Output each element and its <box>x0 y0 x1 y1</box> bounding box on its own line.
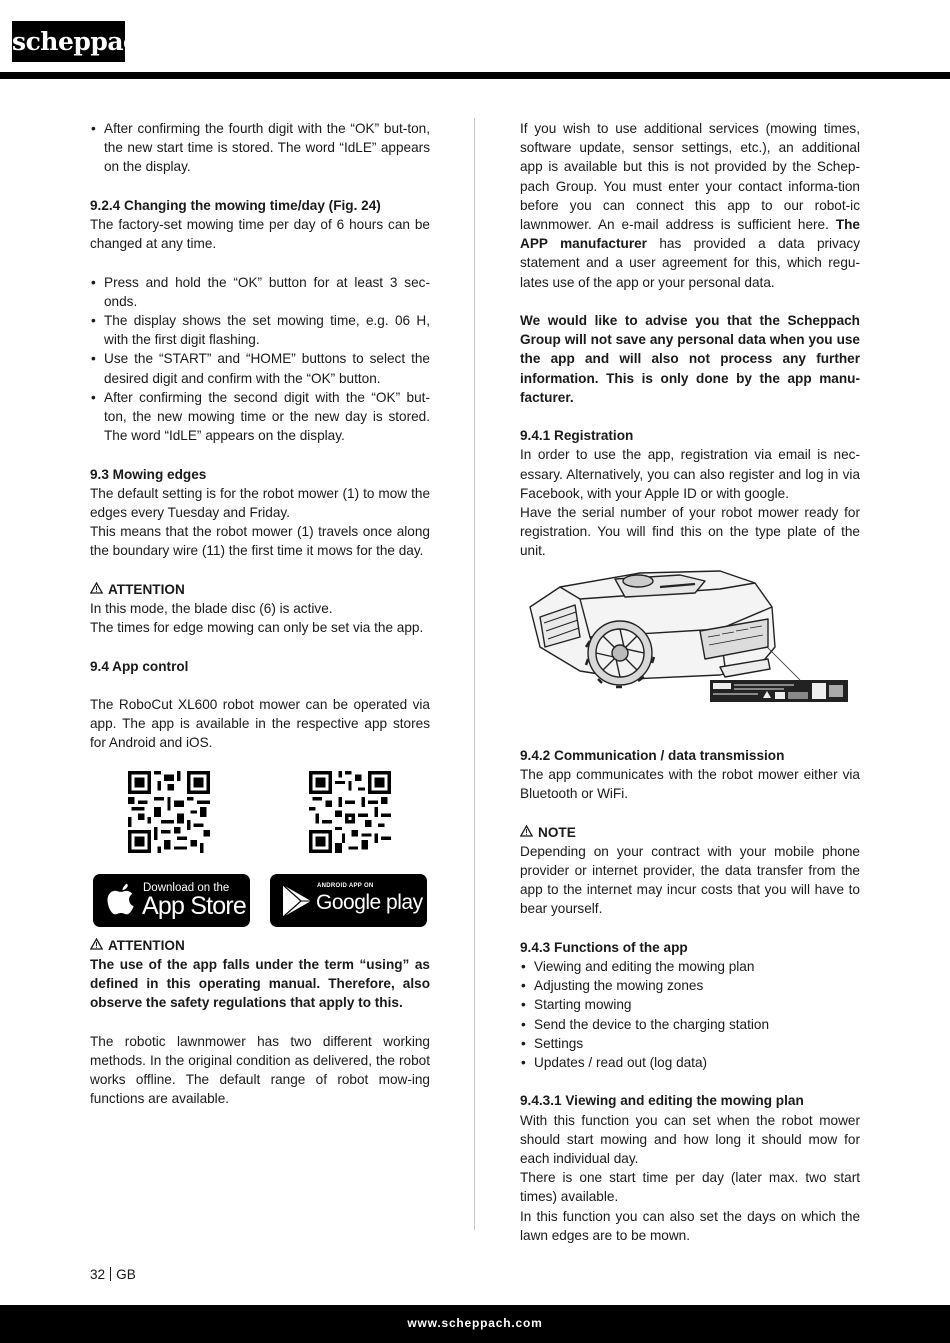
bullet-list-app-functions <box>520 957 860 1072</box>
bullet-list-start-time <box>90 119 430 177</box>
attention-label: ATTENTION <box>108 937 185 953</box>
robot-mower-icon <box>520 567 860 717</box>
paragraph-bold-text: The APP manufacturer <box>520 217 860 252</box>
paragraph: In this function you can also set the days on which the lawn edges are to be mown. <box>520 1208 860 1243</box>
note-heading <box>520 823 860 842</box>
warning-triangle-icon <box>520 823 533 842</box>
app-store-badge[interactable] <box>93 874 250 927</box>
app-store-big-text: App Store <box>142 891 246 920</box>
right-column <box>520 119 860 1245</box>
robot-mower-illustration <box>520 567 860 717</box>
list-item: • After confirming the fourth digit with the “OK” but-ton, the new start time is stored. The word “IdLE” appears on the display. <box>90 119 430 177</box>
list-item: • Adjusting the mowing zones <box>520 976 860 995</box>
warning-triangle-icon <box>90 580 103 599</box>
paragraph-text: If you wish to use additional services (mowing times, software update, sensor settings, etc.), an additional app is available but this is not provided by the Schep-pach Group. You must enter your contact informa-tion before you can connect this app to our robot-ic lawnmower. An e-mail address is sufficient here. <box>520 121 860 233</box>
page-number <box>90 1265 136 1284</box>
app-download-section <box>90 753 430 936</box>
paragraph: Depending on your contract with your mobile phone provider or internet provider, the data transfer from the app to the internet may incur costs that you will have to bear yourself. <box>520 843 860 917</box>
apple-icon <box>103 882 139 918</box>
google-play-small-text: ANDROID APP ON <box>317 882 374 889</box>
paragraph: With this function you can set when the robot mower should start mowing and how long it should mow for each individual day. <box>520 1112 860 1167</box>
heading-9-4: 9.4 App control <box>90 658 189 674</box>
bullet-list-mowing-time <box>90 273 430 446</box>
paragraph: The RoboCut XL600 robot mower can be operated via app. The app is available in the respective app stores for Android and iOS. <box>90 697 430 751</box>
page-number-separator <box>110 1267 111 1281</box>
paragraph: In order to use the app, registration via email is nec-essary. Alternatively, you can also register and log in via Facebook, with your Apple ID or with google. <box>520 447 860 501</box>
attention-label: ATTENTION <box>108 581 185 597</box>
list-item: • Press and hold the “OK” button for at least 3 sec-onds. <box>90 273 430 311</box>
heading-9-4-2: 9.4.2 Communication / data transmission <box>520 747 785 763</box>
list-item: • After confirming the second digit with the “OK” but-ton, the new mowing time or the new day is stored. The word “IdLE” appears on the display. <box>90 388 430 446</box>
list-item: • Send the device to the charging station <box>520 1015 860 1034</box>
paragraph: The app communicates with the robot mower either via Bluetooth or WiFi. <box>520 767 860 802</box>
footer-bar <box>0 1305 950 1343</box>
qr-code-android-icon[interactable] <box>309 771 391 853</box>
list-item: • Settings <box>520 1034 860 1053</box>
heading-9-4-1: 9.4.1 Registration <box>520 428 634 444</box>
paragraph: Have the serial number of your robot mower ready for registration. You will find this on the type plate of the unit. <box>520 505 860 559</box>
heading-9-3: 9.3 Mowing edges <box>90 466 207 482</box>
paragraph-bold: We would like to advise you that the Scheppach Group will not save any personal data when you use the app and will also not process any further information. This is only done by the app manu-facturer. <box>520 313 860 405</box>
page-number-value: 32 <box>90 1267 106 1282</box>
list-item: • Updates / read out (log data) <box>520 1053 860 1072</box>
paragraph: The default setting is for the robot mower (1) to mow the edges every Tuesday and Friday. <box>90 485 430 521</box>
attention-heading <box>90 580 430 599</box>
footer-url-link[interactable]: www.scheppach.com <box>407 1316 543 1330</box>
warning-triangle-icon <box>90 936 103 955</box>
paragraph <box>520 119 860 292</box>
qr-code-ios-icon[interactable] <box>128 771 210 853</box>
heading-9-4-3: 9.4.3 Functions of the app <box>520 939 688 955</box>
google-play-big-text: Google play <box>316 890 423 914</box>
paragraph-text: has provided a data privacy statement and a user agreement for this, which regu-lates use of the app or your personal data. <box>520 236 860 290</box>
paragraph: This means that the robot mower (1) travels once along the boundary wire (11) the first time it mows for the day. <box>90 524 430 559</box>
heading-9-2-4: 9.2.4 Changing the mowing time/day (Fig. 24) <box>90 197 381 213</box>
attention-heading <box>90 936 430 955</box>
list-item: • Viewing and editing the mowing plan <box>520 957 860 976</box>
google-play-badge[interactable] <box>270 874 427 927</box>
list-item: • Starting mowing <box>520 995 860 1014</box>
list-item: • Use the “START” and “HOME” buttons to select the desired digit and confirm with the “OK” button. <box>90 349 430 387</box>
paragraph: The times for edge mowing can only be set via the app. <box>90 620 424 636</box>
heading-9-4-3-1: 9.4.3.1 Viewing and editing the mowing plan <box>520 1093 804 1109</box>
app-store-small-text: Download on the <box>143 881 230 894</box>
paragraph: There is one start time per day (later max. two start times) available. <box>520 1170 860 1205</box>
left-column <box>90 119 430 1108</box>
paragraph: In this mode, the blade disc (6) is active. <box>90 601 333 617</box>
list-item: • The display shows the set mowing time, e.g. 06 H, with the first digit flashing. <box>90 311 430 349</box>
column-divider <box>474 118 475 1230</box>
paragraph-bold: The use of the app falls under the term “using” as defined in this operating manual. Therefore, also observe the safety regulations that apply to this. <box>90 956 430 1011</box>
paragraph: The factory-set mowing time per day of 6 hours can be changed at any time. <box>90 217 430 252</box>
play-triangle-icon <box>281 884 313 918</box>
header-bar <box>0 72 950 79</box>
note-label: NOTE <box>538 824 576 840</box>
page-language: GB <box>116 1267 136 1282</box>
brand-logo: scheppach <box>12 21 125 62</box>
paragraph: The robotic lawnmower has two different working methods. In the original condition as delivered, the robot works offline. The default range of robot mow-ing functions are available. <box>90 1033 430 1107</box>
